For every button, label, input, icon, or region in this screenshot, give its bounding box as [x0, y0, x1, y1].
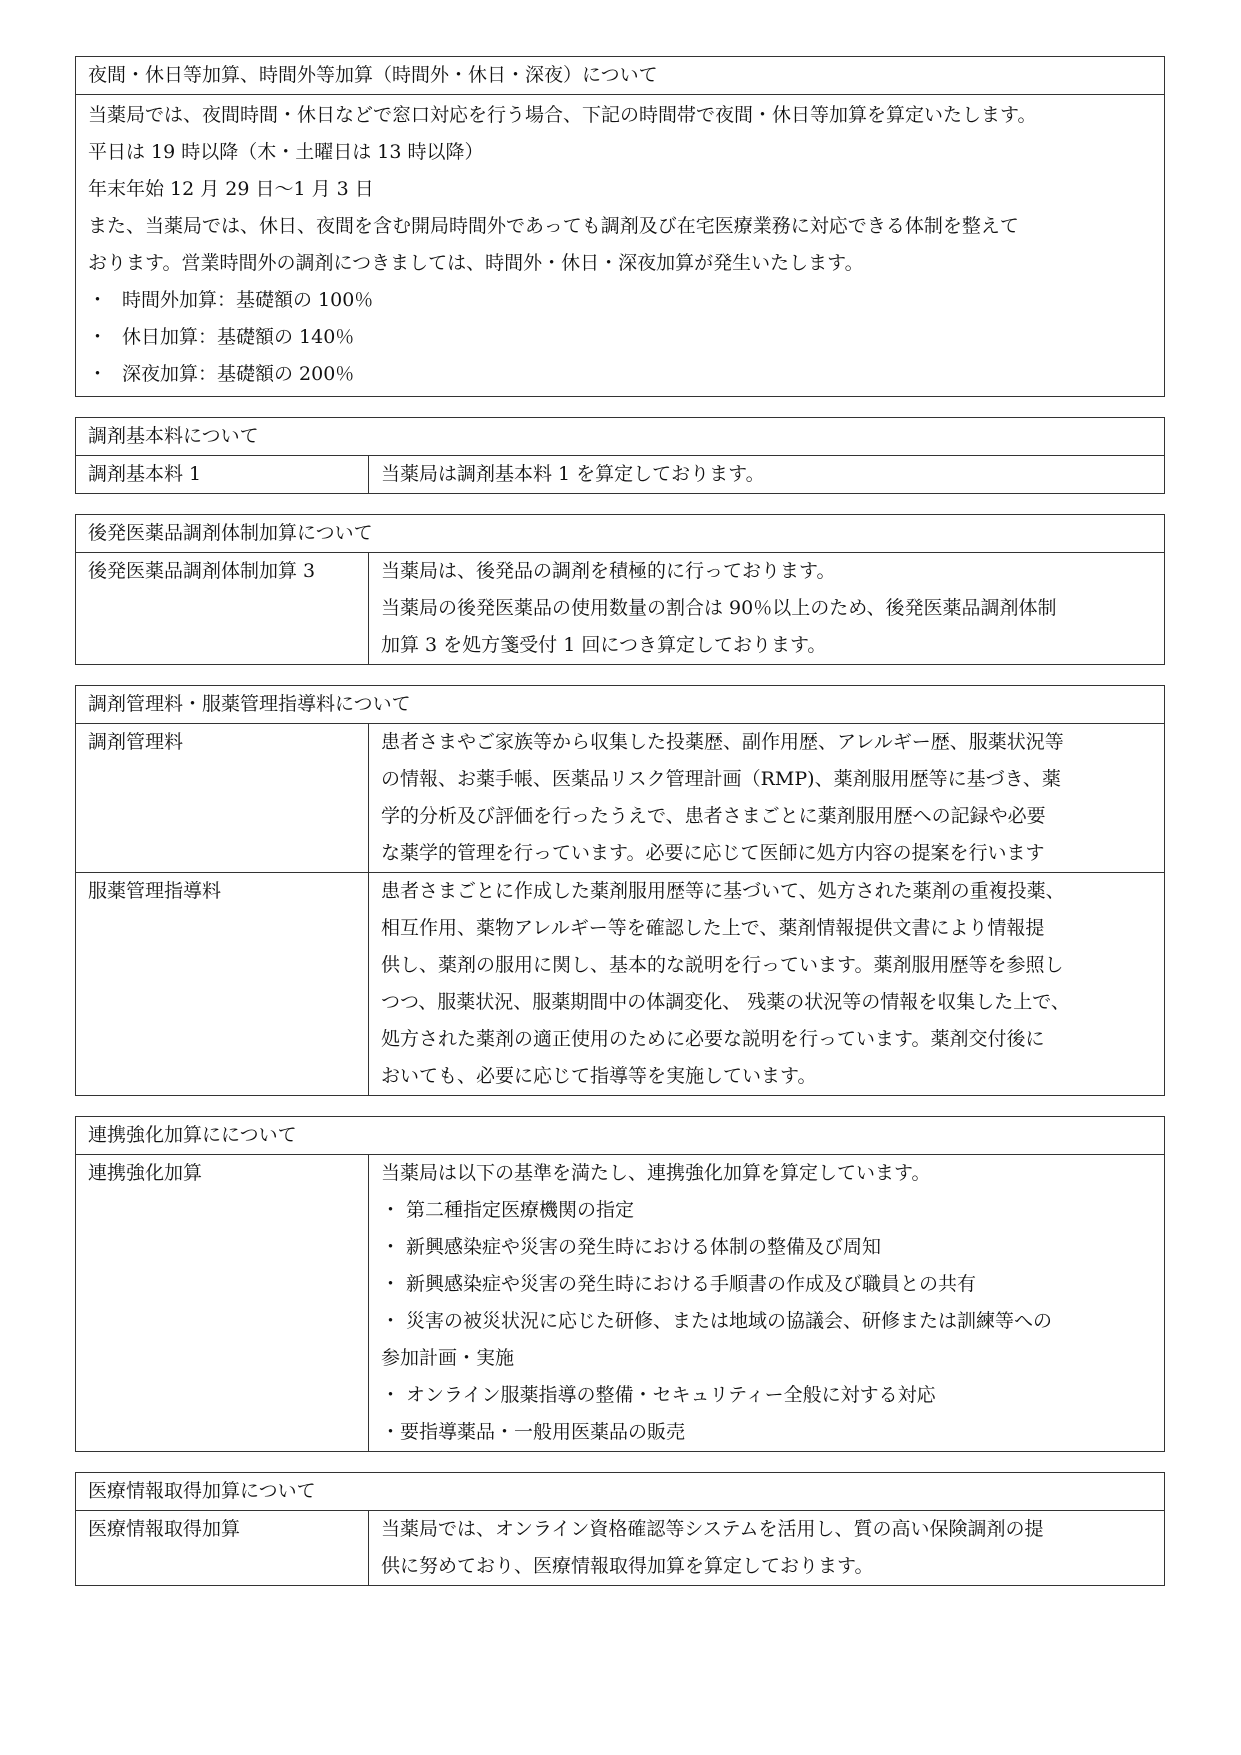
text-line: な薬学的管理を行っています。必要に応じて医師に処方内容の提案を行います — [381, 842, 1045, 864]
section-body — [76, 95, 1164, 396]
table-row — [76, 724, 1164, 873]
text-line: 学的分析及び評価を行ったうえで、患者さまごとに薬剤服用歴への記録や必要 — [381, 805, 1046, 827]
section-header: 医療情報取得加算について — [76, 1473, 1164, 1511]
list-item: ・ 新興感染症や災害の発生時における体制の整備及び周知 — [381, 1236, 882, 1258]
list-item: ・ 災害の被災状況に応じた研修、または地域の協議会、研修または訓練等への — [381, 1310, 1053, 1332]
medical-info-section — [75, 1472, 1165, 1586]
basic-fee-section — [75, 417, 1165, 494]
text-line: つつ、服薬状況、服薬期間中の体調変化、 残薬の状況等の情報を収集した上で、 — [381, 991, 1070, 1013]
row-label: 医療情報取得加算 — [88, 1518, 241, 1540]
list-item: ・要指導薬品・一般用医薬品の販売 — [381, 1421, 686, 1443]
table-row — [76, 1155, 1164, 1451]
row-value — [369, 724, 1164, 872]
text-line: 供し、薬剤の服用に関し、基本的な説明を行っています。薬剤服用歴等を参照し — [381, 954, 1064, 976]
row-label-cell — [76, 1511, 369, 1585]
bullet-item: ・ 深夜加算：基礎額の 200％ — [88, 363, 355, 385]
text-line: 患者さまやご家族等から収集した投薬歴、副作用歴、アレルギー歴、服薬状況等 — [381, 731, 1064, 753]
text-line: 相互作用、薬物アレルギー等を確認した上で、薬剤情報提供文書により情報提 — [381, 917, 1045, 939]
row-label: 連携強化加算 — [88, 1162, 203, 1184]
row-label-cell — [76, 724, 369, 872]
text-line: 処方された薬剤の適正使用のために必要な説明を行っています。薬剤交付後に — [381, 1028, 1045, 1050]
text-line: 当薬局は以下の基準を満たし、連携強化加算を算定しています。 — [381, 1162, 931, 1184]
list-item: ・ 新興感染症や災害の発生時における手順書の作成及び職員との共有 — [381, 1273, 977, 1295]
text-line: 患者さまごとに作成した薬剤服用歴等に基づいて、処方された薬剤の重複投薬、 — [381, 880, 1065, 902]
row-value — [369, 456, 1164, 493]
row-label: 調剤管理料 — [88, 731, 184, 753]
text-line: おります。営業時間外の調剤につきましては、時間外・休日・深夜加算が発生いたします。 — [88, 252, 864, 274]
table-row — [76, 873, 1164, 1095]
row-value — [369, 1155, 1164, 1451]
text-line: の情報、お薬手帳、医薬品リスク管理計画（RMP)、薬剤服用歴等に基づき、薬 — [381, 768, 1061, 790]
row-label-cell — [76, 1155, 369, 1451]
text-line: 当薬局は調剤基本料 1 を算定しております。 — [381, 463, 765, 485]
section-header: 調剤基本料について — [76, 418, 1164, 456]
text-line: 当薬局では、オンライン資格確認等システムを活用し、質の高い保険調剤の提 — [381, 1518, 1044, 1540]
row-label: 後発医薬品調剤体制加算 3 — [88, 560, 316, 582]
row-value — [369, 873, 1164, 1095]
collaboration-section — [75, 1116, 1165, 1452]
row-label: 服薬管理指導料 — [88, 880, 222, 902]
night-holiday-section — [75, 56, 1165, 397]
row-value — [369, 1511, 1164, 1585]
row-value — [369, 553, 1164, 664]
row-label-cell — [76, 553, 369, 664]
text-line: 年末年始 12 月 29 日～1 月 3 日 — [88, 178, 374, 200]
bullet-text: 時間外加算：基礎額の 100％ — [122, 289, 374, 311]
list-item: ・ 第二種指定医療機関の指定 — [381, 1199, 635, 1221]
text-line: 加算 3 を処方箋受付 1 回につき算定しております。 — [381, 634, 827, 656]
bullet-item: ・ 休日加算：基礎額の 140％ — [88, 326, 355, 348]
section-header: 夜間・休日等加算、時間外等加算（時間外・休日・深夜）について — [76, 57, 1164, 95]
text-line: 当薬局の後発医薬品の使用数量の割合は 90％以上のため、後発医薬品調剤体制 — [381, 597, 1057, 619]
list-item: 参加計画・実施 — [381, 1347, 515, 1369]
bullet-item: ・ 時間外加算：基礎額の 100％ — [88, 289, 374, 311]
table-row — [76, 1511, 1164, 1585]
list-item: ・ オンライン服薬指導の整備・セキュリティー全般に対する対応 — [381, 1384, 936, 1406]
row-label-cell — [76, 873, 369, 1095]
section-header: 連携強化加算にについて — [76, 1117, 1164, 1155]
generic-drug-section — [75, 514, 1165, 665]
text-line: 平日は 19 時以降（木・土曜日は 13 時以降） — [88, 141, 484, 163]
text-line: おいても、必要に応じて指導等を実施しています。 — [381, 1065, 817, 1087]
text-line: 供に努めており、医療情報取得加算を算定しております。 — [381, 1555, 874, 1577]
bullet-text: 休日加算：基礎額の 140％ — [122, 326, 355, 348]
table-row — [76, 456, 1164, 493]
text-line: 当薬局では、夜間時間・休日などで窓口対応を行う場合、下記の時間帯で夜間・休日等加算を算定いたします。 — [88, 104, 1037, 126]
text-line: また、当薬局では、休日、夜間を含む開局時間外であっても調剤及び在宅医療業務に対応できる体制を整えて — [88, 215, 1019, 237]
bullet-text: 深夜加算：基礎額の 200％ — [122, 363, 355, 385]
table-row — [76, 553, 1164, 664]
management-fee-section — [75, 685, 1165, 1096]
section-header: 調剤管理料・服薬管理指導料について — [76, 686, 1164, 724]
text-line: 当薬局は、後発品の調剤を積極的に行っております。 — [381, 560, 836, 582]
section-header: 後発医薬品調剤体制加算について — [76, 515, 1164, 553]
row-label: 調剤基本料 1 — [76, 456, 369, 493]
document-page — [75, 56, 1165, 1606]
